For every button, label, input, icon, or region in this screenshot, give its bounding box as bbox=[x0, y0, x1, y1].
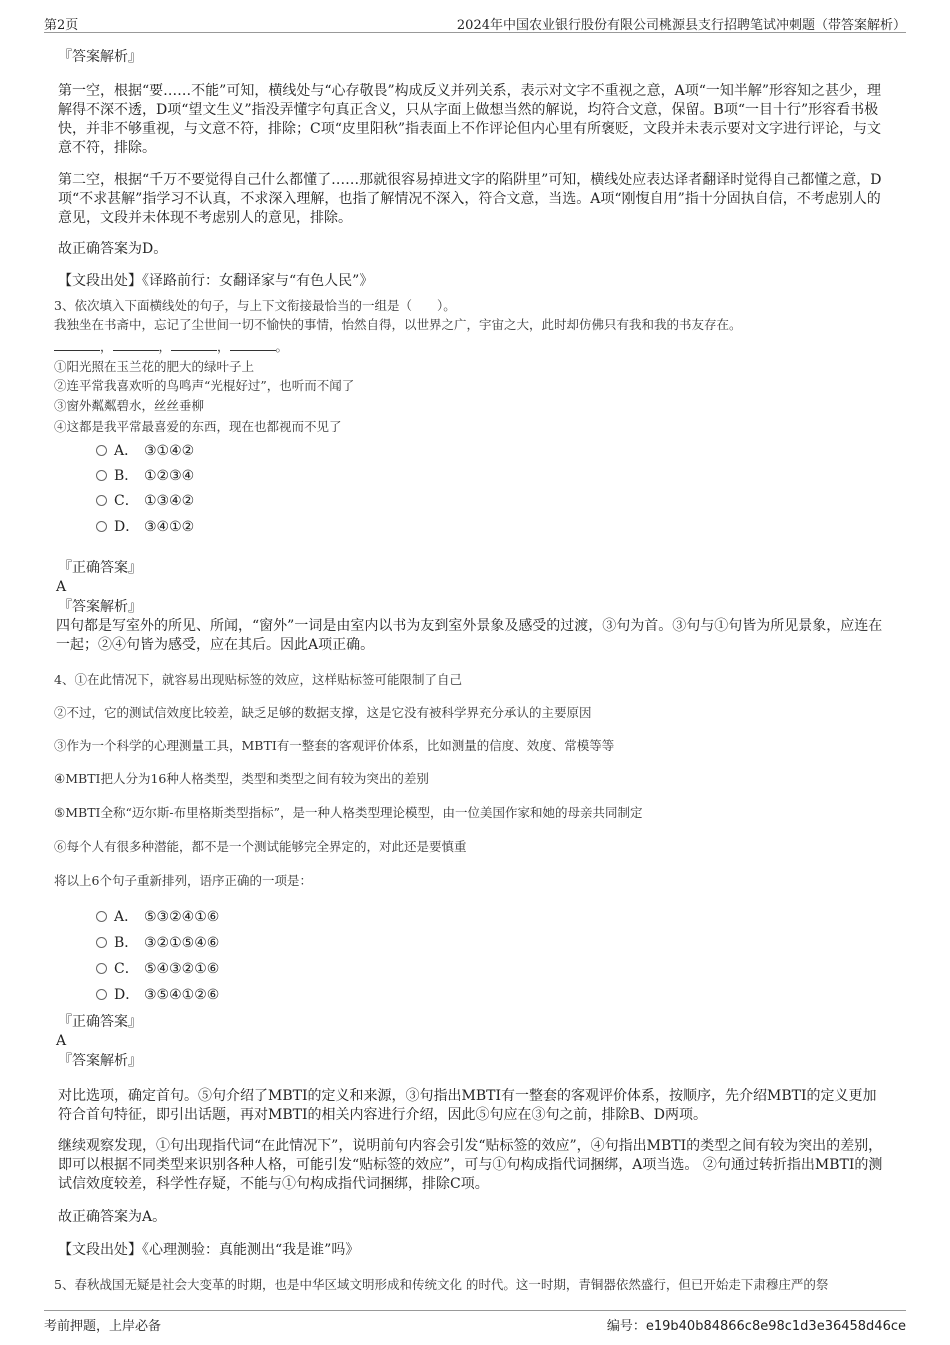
fill-blanks-line: ， ， ， 。 bbox=[54, 338, 894, 356]
option-d[interactable]: D． ③⑤④①②⑥ bbox=[96, 986, 219, 1004]
radio-icon[interactable] bbox=[96, 989, 107, 1000]
page-header bbox=[44, 12, 906, 33]
sentence-item: ③窗外粼粼碧水，丝丝垂柳 bbox=[54, 398, 205, 413]
footer-motto: 考前押题，上岸必备 bbox=[44, 1319, 162, 1334]
sentence-item: ④MBTI把人分为16种人格类型，类型和类型之间有较为突出的差别 bbox=[54, 771, 429, 786]
blank bbox=[113, 338, 159, 351]
radio-icon[interactable] bbox=[96, 445, 107, 456]
sentence-item: ②连平常我喜欢听的鸟鸣声“光棍好过”，也听而不闻了 bbox=[54, 378, 355, 393]
question-passage: 我独坐在书斋中，忘记了尘世间一切不愉快的事情，怡然自得，以世界之广，宇宙之大，此时却仿佛只有我和我的书友存在。 bbox=[54, 317, 742, 332]
analysis-label: 『答案解析』 bbox=[58, 599, 142, 615]
page-footer bbox=[44, 1310, 906, 1335]
sentence-item: ③作为一个科学的心理测量工具，MBTI有一整套的客观评价体系，比如测量的信度、效度、常模等等 bbox=[54, 738, 615, 753]
option-c[interactable]: C． ⑤④③②①⑥ bbox=[96, 960, 219, 978]
option-d[interactable]: D． ③④①② bbox=[96, 518, 194, 536]
radio-icon[interactable] bbox=[96, 911, 107, 922]
answer-conclusion: 故正确答案为D。 bbox=[58, 241, 168, 257]
answer-conclusion: 故正确答案为A。 bbox=[58, 1209, 167, 1225]
radio-icon[interactable] bbox=[96, 963, 107, 974]
correct-answer-label: 『正确答案』 bbox=[58, 560, 142, 576]
question-prompt: 将以上6个句子重新排列，语序正确的一项是： bbox=[54, 873, 312, 888]
correct-answer: A bbox=[56, 1033, 67, 1049]
correct-answer-label: 『正确答案』 bbox=[58, 1014, 142, 1030]
question-stem: 5、春秋战国无疑是社会大变革的时期，也是中华区域文明形成和传统文化 的时代。这一时期，青铜器依然盛行，但已开始走下肃穆庄严的祭 bbox=[54, 1277, 829, 1292]
source-citation: 【文段出处】《心理测验：真能测出“我是谁”吗》 bbox=[58, 1242, 360, 1258]
analysis-label: 『答案解析』 bbox=[58, 49, 142, 65]
sentence-item: ⑤MBTI全称“迈尔斯-布里格斯类型指标”，是一种人格类型理论模型，由一位美国作家和她的母亲共同制定 bbox=[54, 805, 643, 820]
radio-icon[interactable] bbox=[96, 470, 107, 481]
option-a[interactable]: A． ⑤③②④①⑥ bbox=[96, 908, 219, 926]
document-code: 编号：e19b40b84866c8e98c1d3e36458d46ce bbox=[606, 1319, 906, 1334]
correct-answer: A bbox=[56, 579, 67, 595]
sentence-item: ①阳光照在玉兰花的肥大的绿叶子上 bbox=[54, 359, 255, 374]
analysis-paragraph: 对比选项，确定首句。⑤句介绍了MBTI的定义和来源，③句指出MBTI有一整套的客观评价体系，按顺序，先介绍MBTI的定义更加符合首句特征，即引出话题，再对MBTI的相关内容进行介绍，因此⑤句应在③句之前，排除B、D两项。 bbox=[58, 1088, 877, 1123]
sentence-item: ②不过，它的测试信效度比较差，缺乏足够的数据支撑，这是它没有被科学界充分承认的主要原因 bbox=[54, 705, 592, 720]
radio-icon[interactable] bbox=[96, 937, 107, 948]
blank bbox=[230, 338, 276, 351]
analysis-paragraph: 继续观察发现，①句出现指代词“在此情况下”，说明前句内容会引发“贴标签的效应”，④句指出MBTI的类型之间有较为突出的差别，即可以根据不同类型来识别各种人格，可能引发“贴标签的效应”，可与①句构成指代词捆绑，A项当选。 ②句通过转折指出MBTI的测试信效度较差，科学性存疑，不能与①句构成指代词捆绑，排除C项。 bbox=[58, 1138, 883, 1192]
analysis-paragraph: 四句都是写室外的所见、所闻，“窗外”一词是由室内以书为友到室外景象及感受的过渡，③句为首。③句与①句皆为所见景象，应连在一起；②④句皆为感受，应在其后。因此A项正确。 bbox=[56, 618, 883, 653]
analysis-paragraph: 第一空，根据“要……不能”可知，横线处与“心存敬畏”构成反义并列关系，表示对文字不重视之意，A项“一知半解”形容知之甚少，理解得不深不透，D项“望文生义”指没弄懂字句真正含义，只从字面上做想当然的解说，均符合文意，保留。B项“一目十行”形容看书极快，并非不够重视，与文意不符，排除；C项“皮里阳秋”指表面上不作评论但内心里有所褒贬，文段并未表示要对文字进行评论，与文意不符，排除。 bbox=[58, 83, 882, 156]
radio-icon[interactable] bbox=[96, 495, 107, 506]
sentence-item: ⑥每个人有很多种潜能，都不是一个测试能够完全界定的，对此还是要慎重 bbox=[54, 839, 467, 854]
analysis-label: 『答案解析』 bbox=[58, 1053, 142, 1069]
source-citation: 【文段出处】《译路前行：女翻译家与“有色人民”》 bbox=[58, 273, 374, 289]
option-c[interactable]: C． ①③④② bbox=[96, 492, 194, 510]
blank bbox=[54, 338, 100, 351]
analysis-paragraph: 第二空，根据“千万不要觉得自己什么都懂了……那就很容易掉进文字的陷阱里”可知，横线处应表达译者翻译时觉得自己都懂之意，D项“不求甚解”指学习不认真，不求深入理解，也指了解情况不深入，符合文意，当选。A项“刚愎自用”指十分固执自信，不考虑别人的意见，文段并未体现不考虑别人的意见，排除。 bbox=[58, 172, 882, 226]
sentence-item: ④这都是我平常最喜爱的东西，现在也都视而不见了 bbox=[54, 419, 342, 434]
radio-icon[interactable] bbox=[96, 521, 107, 532]
blank bbox=[171, 338, 217, 351]
page-number: 第2页 bbox=[44, 18, 79, 33]
option-b[interactable]: B． ③②①⑤④⑥ bbox=[96, 934, 219, 952]
document-title: 2024年中国农业银行股份有限公司桃源县支行招聘笔试冲刺题（带答案解析） bbox=[456, 18, 906, 33]
option-a[interactable]: A． ③①④② bbox=[96, 442, 194, 460]
question-stem: 3、依次填入下面横线处的句子，与上下文衔接最恰当的一组是（ ）。 bbox=[54, 298, 456, 313]
sentence-item: 4、①在此情况下，就容易出现贴标签的效应，这样贴标签可能限制了自己 bbox=[54, 672, 462, 687]
option-b[interactable]: B． ①②③④ bbox=[96, 467, 194, 485]
